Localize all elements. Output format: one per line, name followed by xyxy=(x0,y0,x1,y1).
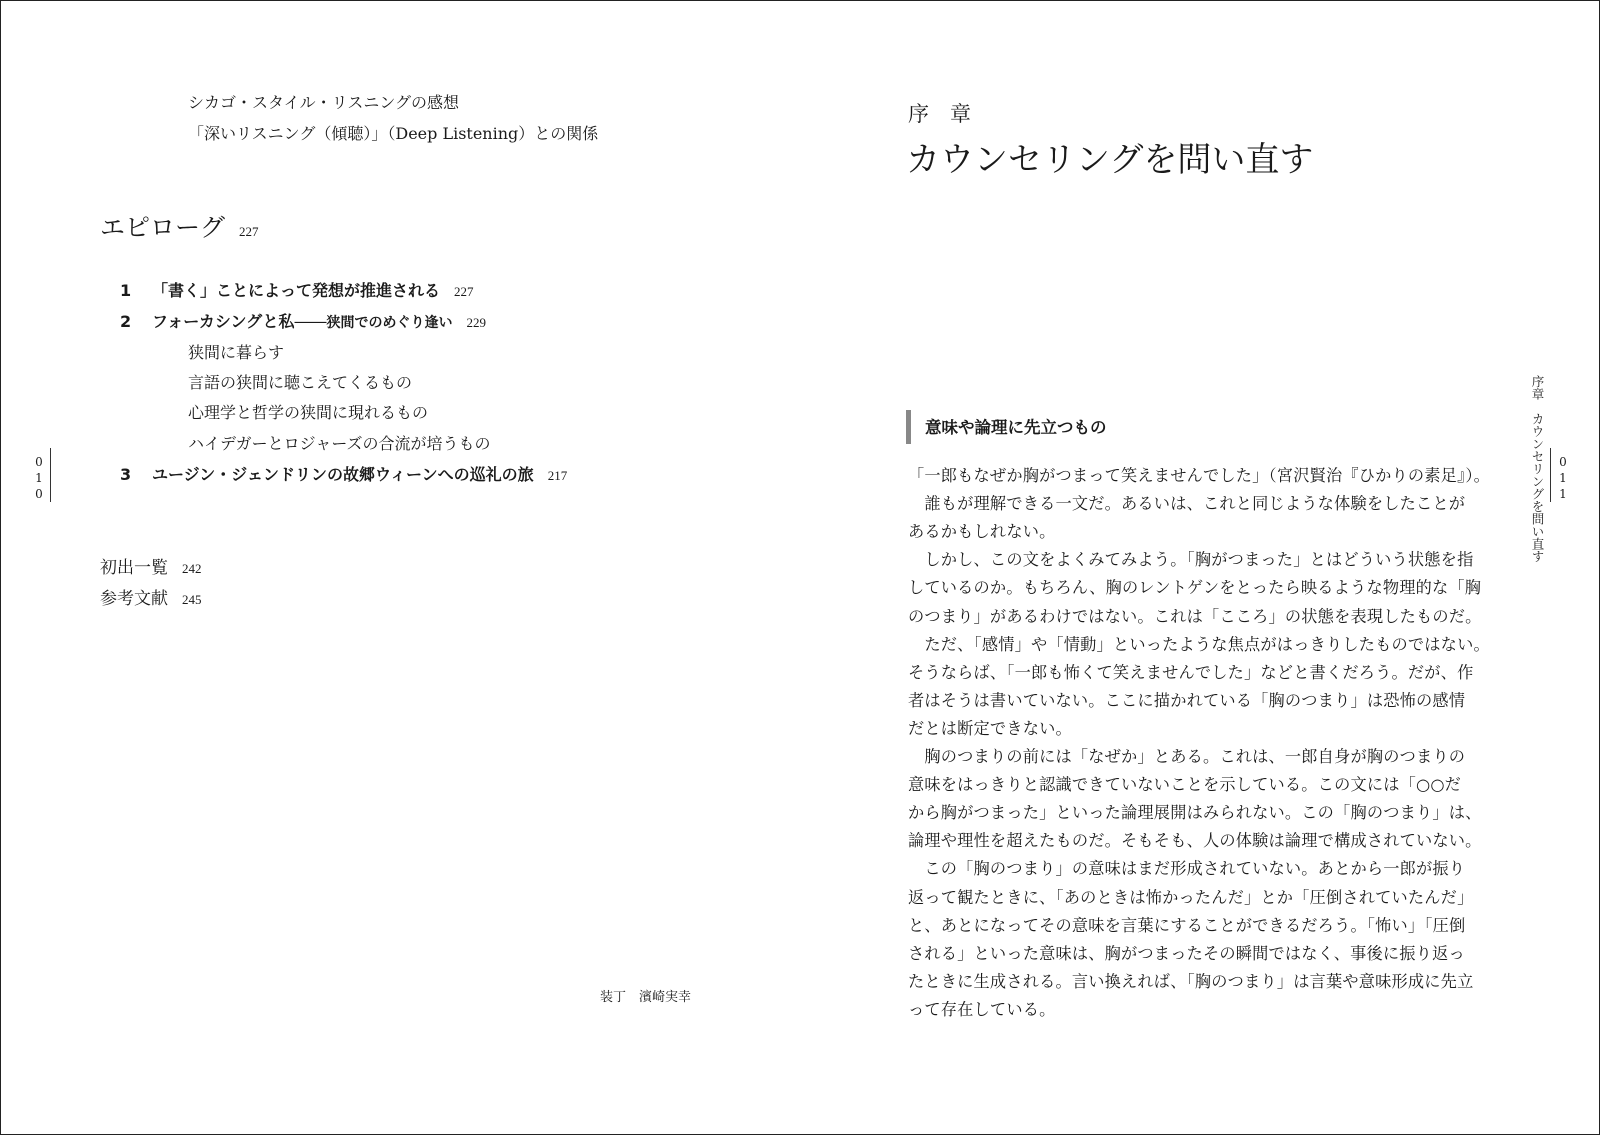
section-title: ユージン・ジェンドリンの故郷ウィーンへの巡礼の旅 xyxy=(152,465,534,484)
body-line: 誰もが理解できる一文だ。あるいは、これと同じような体験をしたことが xyxy=(908,494,1466,514)
section-dash: ―― xyxy=(294,312,327,331)
credit-line: 装丁 濱崎実幸 xyxy=(600,990,692,1005)
body-line: 胸のつまりの前には「なぜか」とある。これは、一郎自身が胸のつまりの xyxy=(908,747,1466,766)
section-number: 3 xyxy=(120,465,132,484)
appendix-page: 242 xyxy=(182,561,202,576)
body-line: 「一郎もなぜか胸がつまって笑えませんでした」（宮沢賢治『ひかりの素足』）。 xyxy=(908,466,1491,485)
body-line: しかし、この文をよくみてみよう。「胸がつまった」とはどういう状態を指 xyxy=(908,550,1474,570)
toc-subitem: 「深いリスニング（傾聴）」（Deep Listening）との関係 xyxy=(188,124,599,143)
body-line: ただ、「感情」や「情動」といったような焦点がはっきりしたものではない。 xyxy=(908,634,1490,654)
section-number: 1 xyxy=(120,281,132,300)
toc-section-2 xyxy=(120,309,486,332)
body-line: される」といった意味は、胸がつまったその瞬間ではなく、事後に振り返っ xyxy=(908,943,1465,963)
body-line: そうならば、「一郎も怖くて笑えませんでした」などと書くだろう。だが、作 xyxy=(908,662,1474,682)
body-line: と、あとになってその意味を言葉にすることができるだろう。「怖い」「圧倒 xyxy=(908,915,1466,935)
appendix-item xyxy=(100,584,202,609)
body-line: しているのか。もちろん、胸のレントゲンをとったら映るような物理的な「胸 xyxy=(908,578,1482,598)
section-title: フォーカシングと私 xyxy=(152,312,295,331)
epilogue-page: 227 xyxy=(239,224,259,239)
appendix-page: 245 xyxy=(182,592,202,607)
body-line: この「胸のつまり」の意味はまだ形成されていない。あとから一郎が振り xyxy=(908,859,1466,879)
folio-rule xyxy=(1550,448,1551,502)
section-page: 229 xyxy=(466,315,486,330)
body-line: たときに生成される。言い換えれば、「胸のつまり」は言葉や意味形成に先立 xyxy=(908,971,1474,991)
folio-rule xyxy=(50,448,51,502)
heading-bar xyxy=(906,410,911,444)
section-heading: 意味や論理に先立つもの xyxy=(925,418,1107,437)
body-line: 意味をはっきりと認識できていないことを示している。この文には「○○だ xyxy=(908,775,1462,795)
body-line: って存在している。 xyxy=(908,999,1056,1019)
toc-subitem: 狭間に暮らす xyxy=(188,343,285,362)
toc-section-1 xyxy=(120,278,474,301)
epilogue-heading xyxy=(100,208,259,244)
section-page: 227 xyxy=(454,284,474,299)
left-folio: 010 xyxy=(32,455,46,503)
appendix-item xyxy=(100,553,202,578)
body-line: あるかもしれない。 xyxy=(908,522,1056,542)
body-line: から胸がつまった」といった論理展開はみられない。この「胸のつまり」は、 xyxy=(908,803,1482,823)
toc-subitem: 心理学と哲学の狭間に現れるもの xyxy=(188,403,429,422)
section-title: 「書く」ことによって発想が推進される xyxy=(152,281,441,300)
chapter-label: 序 章 xyxy=(908,102,971,126)
toc-subitem: ハイデガーとロジャーズの合流が培うもの xyxy=(188,434,491,453)
appendix-label: 参考文献 xyxy=(100,589,168,609)
body-line: だとは断定できない。 xyxy=(908,718,1072,738)
section-page: 217 xyxy=(547,468,568,483)
body-line: 返って観たときに、「あのときは怖かったんだ」とか「圧倒されていたんだ」 xyxy=(908,887,1474,907)
epilogue-title: エピローグ xyxy=(100,213,226,242)
body-line: 論理や理性を超えたものだ。そもそも、人の体験は論理で構成されていない。 xyxy=(908,831,1482,851)
body-line: のつまり」があるわけではない。これは「こころ」の状態を表現したものだ。 xyxy=(908,606,1482,626)
section-number: 2 xyxy=(120,312,132,331)
right-folio: 011 xyxy=(1556,455,1570,503)
toc-section-3 xyxy=(120,462,567,485)
toc-subitem: シカゴ・スタイル・リスニングの感想 xyxy=(188,93,460,112)
chapter-title: カウンセリングを問い直す xyxy=(906,140,1314,180)
running-head: 序章 カウンセリングを問い直す xyxy=(1530,375,1545,563)
section-subtitle: 狭間でのめぐり逢い xyxy=(326,315,453,331)
appendix-label: 初出一覧 xyxy=(100,558,168,578)
body-line: 者はそうは書いていない。ここに描かれている「胸のつまり」は恐怖の感情 xyxy=(908,690,1466,710)
toc-subitem: 言語の狭間に聴こえてくるもの xyxy=(188,373,413,392)
